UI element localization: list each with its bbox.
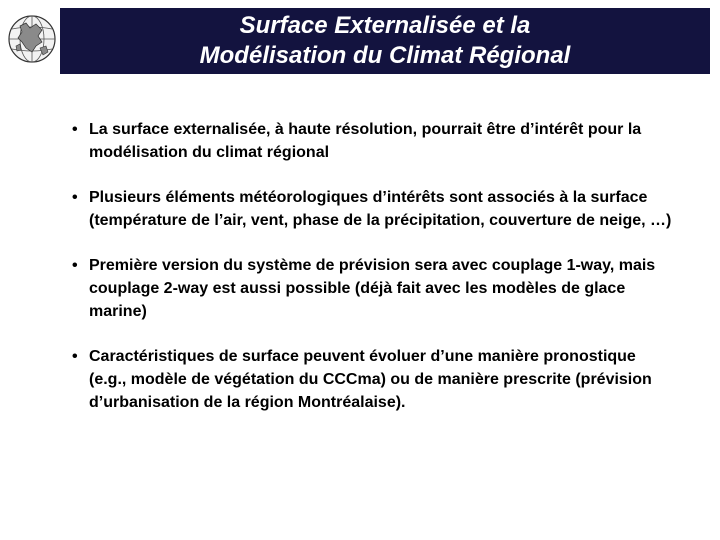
bullet-item [72, 345, 672, 414]
title-line-1: Surface Externalisée et la [239, 12, 531, 39]
bullet-marker: • [72, 189, 78, 206]
title-line-2: Modélisation du Climat Régional [199, 42, 571, 69]
bullet-text: Caractéristiques de surface peuvent évoluer d’une manière pronostique (e.g., modèle de végétation du CCCma) ou de manière prescrite (prévision d’urbanisation de la région Montréalaise). [89, 348, 652, 411]
bullet-item [72, 254, 672, 323]
bullet-text: La surface externalisée, à haute résolution, pourrait être d’intérêt pour la modélisation du climat régional [89, 121, 642, 161]
bullet-text: Plusieurs éléments météorologiques d’intérêts sont associés à la surface (température de l’air, vent, phase de la précipitation, couverture de neige, …) [89, 189, 672, 229]
bullet-item [72, 118, 672, 164]
bullet-list [72, 118, 672, 436]
bullet-item [72, 186, 672, 232]
globe-icon [6, 8, 58, 70]
bullet-text: Première version du système de prévision sera avec couplage 1-way, mais couplage 2-way est aussi possible (déjà fait avec les modèles de glace marine) [89, 257, 656, 320]
slide-title [60, 8, 710, 74]
globe-logo [6, 8, 58, 70]
bullet-marker: • [72, 257, 78, 274]
bullet-marker: • [72, 121, 78, 138]
bullet-marker: • [72, 348, 78, 365]
